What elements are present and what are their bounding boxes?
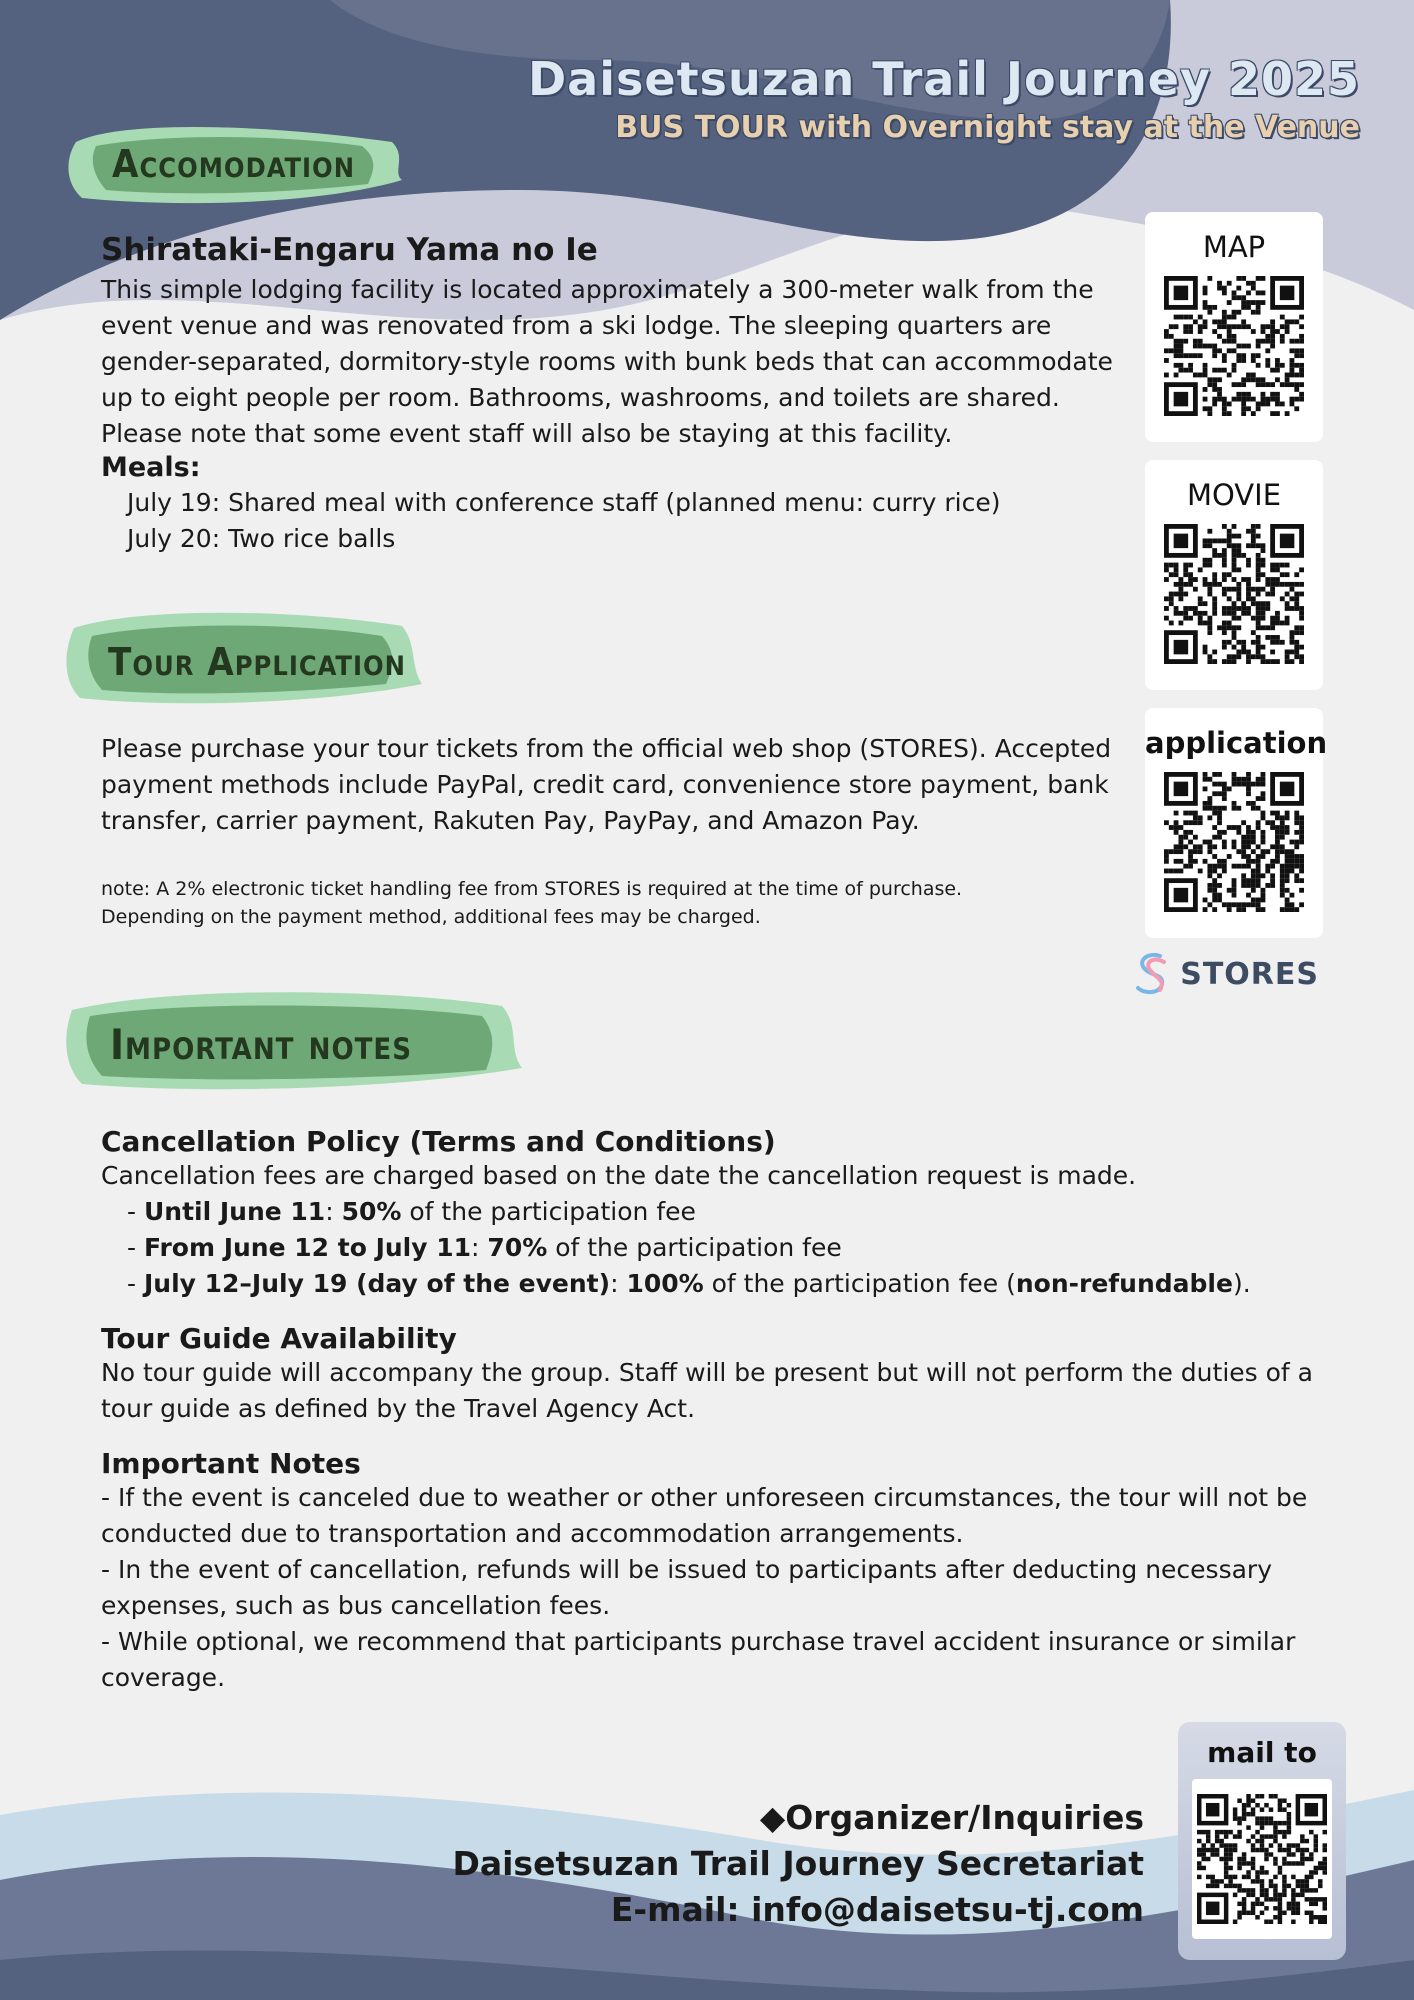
qr-code-icon[interactable] [1164, 772, 1304, 912]
map-qr-card[interactable] [1145, 212, 1323, 442]
cancellation-rate: 50% [341, 1197, 402, 1226]
meal-item: July 20: Two rice balls [127, 524, 396, 553]
stores-logo[interactable] [1132, 950, 1319, 998]
cancellation-end: ). [1232, 1269, 1251, 1298]
application-qr-card[interactable] [1145, 708, 1328, 938]
organizer-footer [452, 1795, 1144, 1933]
cancellation-row: - July 12–July 19 (day of the event): 100% of the participation fee (non-refundable). [127, 1269, 1251, 1298]
fee-note: note: A 2% electronic ticket handling fee from STORES is required at the time of purchase. [101, 878, 963, 900]
cancellation-rate: 70% [487, 1233, 548, 1262]
tour-application-section [101, 731, 1121, 931]
fee-note: Depending on the payment method, additional fees may be charged. [101, 906, 761, 928]
guide-title: Tour Guide Availability [101, 1322, 457, 1355]
stores-logo-icon [1132, 950, 1172, 998]
qr-code-icon[interactable] [1197, 1794, 1327, 1924]
qr-code-icon[interactable] [1164, 276, 1304, 416]
cancellation-period: July 12–July 19 (day of the event) [143, 1269, 611, 1298]
qr-code-icon[interactable] [1164, 524, 1304, 664]
header [528, 52, 1360, 145]
cancellation-title: Cancellation Policy (Terms and Conditions) [101, 1125, 776, 1158]
lodging-description: This simple lodging facility is located approximately a 300-meter walk from the event venue and was renovated from a ski lodge. The sleeping quarters are gender-separated, dormitory-style rooms with bunk beds that can accommodate up to eight people per room. Bathrooms, washrooms, and toilets are shared. Please note that some event staff will also be staying at this facility. [101, 275, 1113, 448]
section-heading: Accomodation [112, 142, 356, 186]
accommodation-heading-badge [62, 112, 402, 212]
cancellation-intro: Cancellation fees are charged based on the date the cancellation request is made. [101, 1161, 1137, 1190]
mail-qr-card[interactable] [1178, 1722, 1346, 1960]
cancellation-rate: 100% [626, 1269, 704, 1298]
lodging-name: Shirataki-Engaru Yama no Ie [101, 232, 598, 268]
notes-title: Important Notes [101, 1447, 361, 1480]
accommodation-section [101, 232, 1121, 557]
cancellation-suffix: of the participation fee [547, 1233, 842, 1262]
cancellation-period: From June 12 to July 11 [143, 1233, 472, 1262]
cancellation-row: - From June 12 to July 11: 70% of the participation fee [127, 1233, 842, 1262]
cancellation-suffix: of the participation fee ( [703, 1269, 1016, 1298]
qr-label: application [1145, 726, 1328, 760]
cancellation-row: - Until June 11: 50% of the participation fee [127, 1197, 696, 1226]
page-subtitle: BUS TOUR with Overnight stay at the Venue [615, 110, 1360, 145]
tour-application-heading-badge [62, 604, 422, 714]
important-section [101, 1125, 1341, 1696]
note-item: - If the event is canceled due to weather or other unforeseen circumstances, the tour will not be conducted due to transportation and accommodation arrangements. [101, 1483, 1308, 1548]
movie-qr-card[interactable] [1145, 460, 1323, 690]
cancellation-suffix: of the participation fee [401, 1197, 696, 1226]
page-title: Daisetsuzan Trail Journey 2025 [528, 52, 1360, 106]
stores-logo-text: STORES [1180, 956, 1319, 992]
cancellation-period: Until June 11 [143, 1197, 326, 1226]
qr-label: MAP [1202, 230, 1266, 264]
contact-email[interactable]: E-mail: info@daisetsu-tj.com [610, 1890, 1144, 1929]
non-refundable-label: non-refundable [1015, 1269, 1233, 1298]
qr-label: mail to [1207, 1736, 1317, 1769]
secretariat-name: Daisetsuzan Trail Journey Secretariat [452, 1844, 1144, 1883]
note-item: - In the event of cancellation, refunds will be issued to participants after deducting necessary expenses, such as bus cancellation fees. [101, 1555, 1272, 1620]
tour-application-text: Please purchase your tour tickets from the official web shop (STORES). Accepted payment methods include PayPal, credit card, convenience store payment, bank transfer, carrier payment, Rakuten Pay, PayPay, and Amazon Pay. [101, 734, 1112, 835]
note-item: - While optional, we recommend that participants purchase travel accident insurance or similar coverage. [101, 1627, 1296, 1692]
meal-item: July 19: Shared meal with conference staff (planned menu: curry rice) [127, 488, 1001, 517]
organizer-label: ◆Organizer/Inquiries [759, 1798, 1144, 1837]
section-heading: Tour Application [108, 640, 406, 684]
mail-qr-frame [1192, 1779, 1332, 1939]
qr-label: MOVIE [1186, 478, 1282, 512]
section-heading: Important notes [110, 1020, 413, 1069]
guide-text: No tour guide will accompany the group. Staff will be present but will not perform the duties of a tour guide as defined by the Travel Agency Act. [101, 1358, 1313, 1423]
important-notes-heading-badge [62, 980, 522, 1100]
meals-label: Meals: [101, 452, 201, 483]
